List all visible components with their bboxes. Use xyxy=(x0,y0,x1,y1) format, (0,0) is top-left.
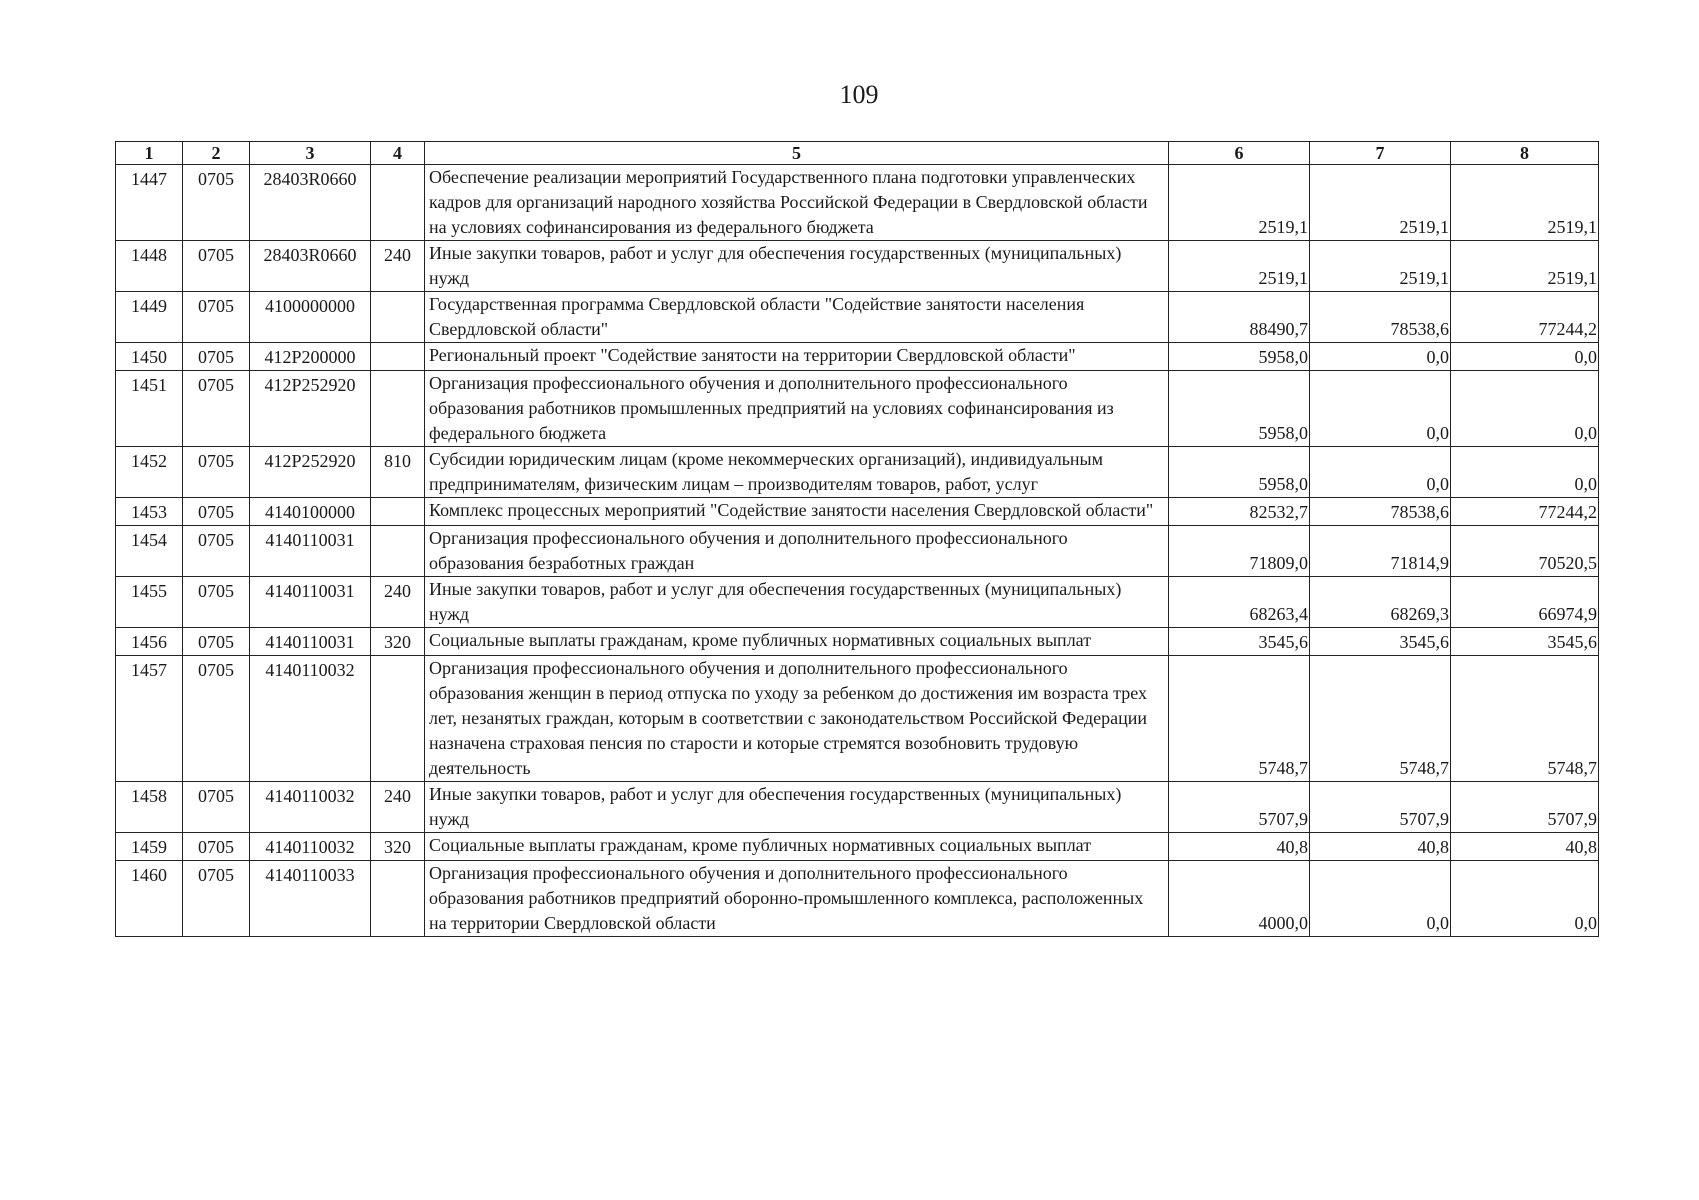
expense-type-cell xyxy=(371,343,425,371)
amount-col6-cell: 68263,4 xyxy=(1169,577,1310,628)
section-code-cell: 0705 xyxy=(183,447,250,498)
amount-col7-cell: 78538,6 xyxy=(1310,498,1451,526)
row-number-cell: 1449 xyxy=(116,292,183,343)
description-cell: Организация профессионального обучения и дополнительного профессионального образования женщин в период отпуска по уходу за ребенком до достижения им возраста трех лет, незанятых граждан, которым в соответствии с законодательством Российской Федерации назначена страховая пенсия по старости и которые стремятся возобновить трудовую деятельность xyxy=(425,656,1169,782)
row-number-cell: 1452 xyxy=(116,447,183,498)
table-row xyxy=(116,343,1599,371)
description-cell: Иные закупки товаров, работ и услуг для обеспечения государственных (муниципальных) нужд xyxy=(425,577,1169,628)
amount-col8-cell: 5748,7 xyxy=(1451,656,1599,782)
amount-col8-cell: 0,0 xyxy=(1451,343,1599,371)
amount-col7-cell: 78538,6 xyxy=(1310,292,1451,343)
row-number-cell: 1459 xyxy=(116,833,183,861)
expense-type-cell: 320 xyxy=(371,628,425,656)
expense-type-cell xyxy=(371,498,425,526)
row-number-cell: 1455 xyxy=(116,577,183,628)
table-row xyxy=(116,292,1599,343)
amount-col8-cell: 0,0 xyxy=(1451,447,1599,498)
target-code-cell: 4140110033 xyxy=(250,861,371,937)
column-header: 1 xyxy=(116,142,183,165)
expense-type-cell xyxy=(371,165,425,241)
amount-col8-cell: 66974,9 xyxy=(1451,577,1599,628)
column-header: 3 xyxy=(250,142,371,165)
amount-col6-cell: 3545,6 xyxy=(1169,628,1310,656)
section-code-cell: 0705 xyxy=(183,656,250,782)
amount-col6-cell: 2519,1 xyxy=(1169,165,1310,241)
row-number-cell: 1456 xyxy=(116,628,183,656)
section-code-cell: 0705 xyxy=(183,292,250,343)
column-header: 4 xyxy=(371,142,425,165)
amount-col6-cell: 88490,7 xyxy=(1169,292,1310,343)
target-code-cell: 4100000000 xyxy=(250,292,371,343)
page-number: 109 xyxy=(839,80,879,109)
description-cell: Иные закупки товаров, работ и услуг для обеспечения государственных (муниципальных) нужд xyxy=(425,241,1169,292)
amount-col6-cell: 5748,7 xyxy=(1169,656,1310,782)
target-code-cell: 28403R0660 xyxy=(250,165,371,241)
table-row xyxy=(116,371,1599,447)
section-code-cell: 0705 xyxy=(183,833,250,861)
section-code-cell: 0705 xyxy=(183,628,250,656)
target-code-cell: 4140110031 xyxy=(250,577,371,628)
expense-type-cell: 810 xyxy=(371,447,425,498)
target-code-cell: 28403R0660 xyxy=(250,241,371,292)
amount-col6-cell: 5958,0 xyxy=(1169,447,1310,498)
amount-col7-cell: 40,8 xyxy=(1310,833,1451,861)
amount-col8-cell: 2519,1 xyxy=(1451,241,1599,292)
description-cell: Региональный проект "Содействие занятости на территории Свердловской области" xyxy=(425,343,1169,371)
amount-col7-cell: 0,0 xyxy=(1310,861,1451,937)
section-code-cell: 0705 xyxy=(183,241,250,292)
description-cell: Иные закупки товаров, работ и услуг для обеспечения государственных (муниципальных) нужд xyxy=(425,782,1169,833)
section-code-cell: 0705 xyxy=(183,782,250,833)
amount-col7-cell: 0,0 xyxy=(1310,447,1451,498)
table-row xyxy=(116,861,1599,937)
description-cell: Обеспечение реализации мероприятий Государственного плана подготовки управленческих кадров для организаций народного хозяйства Российской Федерации в Свердловской области на условиях софинансирования из федерального бюджета xyxy=(425,165,1169,241)
section-code-cell: 0705 xyxy=(183,498,250,526)
amount-col7-cell: 0,0 xyxy=(1310,371,1451,447)
description-cell: Организация профессионального обучения и дополнительного профессионального образования безработных граждан xyxy=(425,526,1169,577)
section-code-cell: 0705 xyxy=(183,371,250,447)
expense-type-cell: 320 xyxy=(371,833,425,861)
amount-col8-cell: 3545,6 xyxy=(1451,628,1599,656)
description-cell: Организация профессионального обучения и дополнительного профессионального образования работников предприятий оборонно-промышленного комплекса, расположенных на территории Свердловской области xyxy=(425,861,1169,937)
table-row xyxy=(116,526,1599,577)
amount-col6-cell: 5958,0 xyxy=(1169,371,1310,447)
budget-table-container xyxy=(115,141,1598,937)
table-row xyxy=(116,447,1599,498)
row-number-cell: 1447 xyxy=(116,165,183,241)
description-cell: Социальные выплаты гражданам, кроме публичных нормативных социальных выплат xyxy=(425,628,1169,656)
expense-type-cell xyxy=(371,526,425,577)
amount-col6-cell: 5958,0 xyxy=(1169,343,1310,371)
amount-col7-cell: 2519,1 xyxy=(1310,241,1451,292)
section-code-cell: 0705 xyxy=(183,577,250,628)
target-code-cell: 412P252920 xyxy=(250,371,371,447)
column-header: 2 xyxy=(183,142,250,165)
budget-table xyxy=(115,141,1599,937)
table-row xyxy=(116,833,1599,861)
section-code-cell: 0705 xyxy=(183,861,250,937)
target-code-cell: 412P252920 xyxy=(250,447,371,498)
target-code-cell: 4140110032 xyxy=(250,833,371,861)
amount-col8-cell: 70520,5 xyxy=(1451,526,1599,577)
row-number-cell: 1460 xyxy=(116,861,183,937)
expense-type-cell: 240 xyxy=(371,782,425,833)
row-number-cell: 1453 xyxy=(116,498,183,526)
amount-col8-cell: 77244,2 xyxy=(1451,292,1599,343)
table-body xyxy=(116,165,1599,937)
section-code-cell: 0705 xyxy=(183,343,250,371)
column-header: 5 xyxy=(425,142,1169,165)
amount-col6-cell: 5707,9 xyxy=(1169,782,1310,833)
header-row xyxy=(116,142,1599,165)
row-number-cell: 1458 xyxy=(116,782,183,833)
target-code-cell: 4140110031 xyxy=(250,526,371,577)
table-row xyxy=(116,241,1599,292)
table-row xyxy=(116,498,1599,526)
amount-col8-cell: 2519,1 xyxy=(1451,165,1599,241)
section-code-cell: 0705 xyxy=(183,165,250,241)
target-code-cell: 4140100000 xyxy=(250,498,371,526)
expense-type-cell: 240 xyxy=(371,577,425,628)
amount-col7-cell: 5748,7 xyxy=(1310,656,1451,782)
column-header: 7 xyxy=(1310,142,1451,165)
amount-col7-cell: 2519,1 xyxy=(1310,165,1451,241)
table-row xyxy=(116,165,1599,241)
target-code-cell: 412P200000 xyxy=(250,343,371,371)
amount-col8-cell: 77244,2 xyxy=(1451,498,1599,526)
expense-type-cell xyxy=(371,292,425,343)
expense-type-cell xyxy=(371,656,425,782)
description-cell: Организация профессионального обучения и дополнительного профессионального образования работников промышленных предприятий на условиях софинансирования из федерального бюджета xyxy=(425,371,1169,447)
amount-col7-cell: 3545,6 xyxy=(1310,628,1451,656)
amount-col8-cell: 40,8 xyxy=(1451,833,1599,861)
amount-col7-cell: 71814,9 xyxy=(1310,526,1451,577)
expense-type-cell: 240 xyxy=(371,241,425,292)
row-number-cell: 1454 xyxy=(116,526,183,577)
amount-col6-cell: 40,8 xyxy=(1169,833,1310,861)
column-header: 8 xyxy=(1451,142,1599,165)
description-cell: Социальные выплаты гражданам, кроме публичных нормативных социальных выплат xyxy=(425,833,1169,861)
amount-col7-cell: 68269,3 xyxy=(1310,577,1451,628)
row-number-cell: 1451 xyxy=(116,371,183,447)
amount-col6-cell: 82532,7 xyxy=(1169,498,1310,526)
expense-type-cell xyxy=(371,861,425,937)
table-row xyxy=(116,628,1599,656)
column-header: 6 xyxy=(1169,142,1310,165)
amount-col8-cell: 0,0 xyxy=(1451,861,1599,937)
amount-col7-cell: 5707,9 xyxy=(1310,782,1451,833)
target-code-cell: 4140110031 xyxy=(250,628,371,656)
section-code-cell: 0705 xyxy=(183,526,250,577)
table-row xyxy=(116,782,1599,833)
description-cell: Комплекс процессных мероприятий "Содействие занятости населения Свердловской области" xyxy=(425,498,1169,526)
expense-type-cell xyxy=(371,371,425,447)
amount-col6-cell: 2519,1 xyxy=(1169,241,1310,292)
table-row xyxy=(116,656,1599,782)
row-number-cell: 1457 xyxy=(116,656,183,782)
amount-col8-cell: 5707,9 xyxy=(1451,782,1599,833)
row-number-cell: 1450 xyxy=(116,343,183,371)
amount-col6-cell: 71809,0 xyxy=(1169,526,1310,577)
target-code-cell: 4140110032 xyxy=(250,782,371,833)
description-cell: Субсидии юридическим лицам (кроме некоммерческих организаций), индивидуальным предпринимателям, физическим лицам – производителям товаров, работ, услуг xyxy=(425,447,1169,498)
target-code-cell: 4140110032 xyxy=(250,656,371,782)
description-cell: Государственная программа Свердловской области "Содействие занятости населения Свердловской области" xyxy=(425,292,1169,343)
amount-col7-cell: 0,0 xyxy=(1310,343,1451,371)
row-number-cell: 1448 xyxy=(116,241,183,292)
amount-col6-cell: 4000,0 xyxy=(1169,861,1310,937)
amount-col8-cell: 0,0 xyxy=(1451,371,1599,447)
table-row xyxy=(116,577,1599,628)
